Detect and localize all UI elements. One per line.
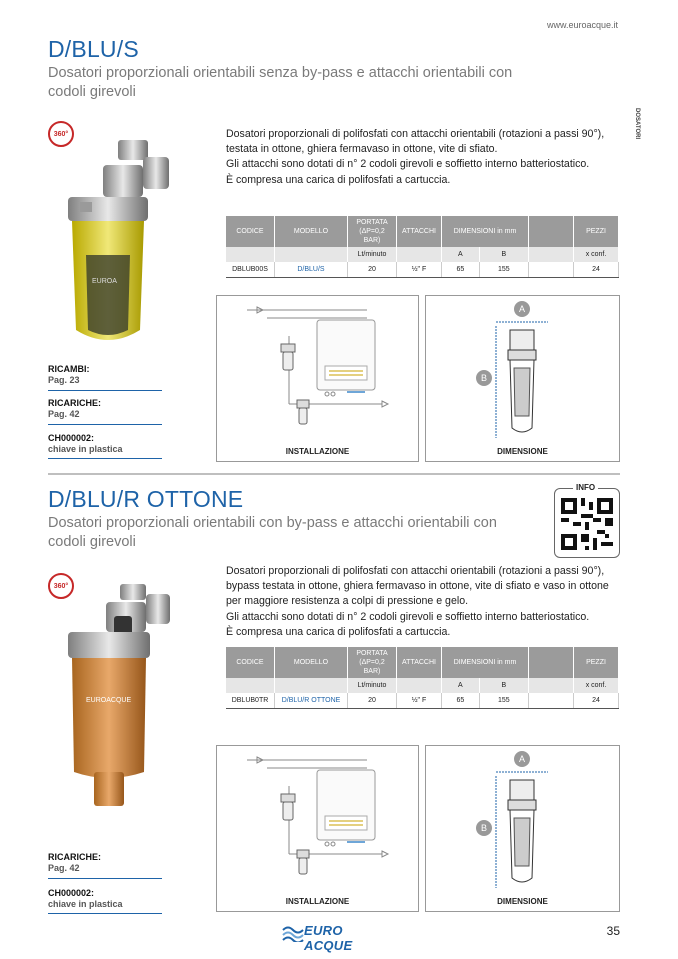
- dimension-label: DIMENSIONE: [497, 447, 548, 456]
- dim-b-label: B: [480, 823, 488, 833]
- col-attacchi: ATTACCHI: [397, 647, 442, 678]
- cell-codice: DBLUB00S: [226, 262, 275, 278]
- dim-b-label: B: [480, 373, 488, 383]
- unit-cell: [226, 678, 275, 693]
- section1-description: [226, 127, 626, 188]
- cell-modello: D/BLU/S: [275, 262, 348, 278]
- installation-diagram: [217, 296, 418, 446]
- info-label: INFO: [573, 483, 598, 492]
- dimension-label: DIMENSIONE: [497, 897, 548, 906]
- section1-spec-table: [226, 216, 619, 278]
- cell-dim-b: 155: [479, 262, 528, 278]
- col-pezzi: PEZZI: [574, 216, 619, 247]
- unit-cell: [397, 247, 442, 262]
- product-photo-dblur-ottone: [58, 582, 173, 812]
- qr-code-box[interactable]: [554, 483, 620, 558]
- desc-line: per maggiore resistenza a colpi di pressione e gelo.: [226, 595, 469, 608]
- desc-line: È compresa una carica di polifosfati a cartuccia.: [226, 625, 451, 638]
- cell-dim-b: 155: [479, 693, 528, 709]
- side-heading: CH000002:: [48, 433, 95, 443]
- divider: [48, 390, 162, 391]
- unit-cell: B: [479, 678, 528, 693]
- qr-code-icon: [561, 498, 613, 550]
- desc-line: bypass testata in ottone, ghiera fermavaso in ottone, vite di sfiato e vaso in ottone: [226, 580, 609, 593]
- col-codice: CODICE: [226, 216, 275, 247]
- side-heading: RICARICHE:: [48, 852, 101, 862]
- cell-portata: 20: [348, 262, 397, 278]
- col-codice: CODICE: [226, 647, 275, 678]
- page-number: 35: [606, 924, 620, 938]
- dim-a-label: A: [518, 754, 526, 764]
- section-divider: [48, 473, 620, 475]
- desc-line: Gli attacchi sono dotati di n° 2 codoli girevoli e soffietto interno batteriostatico.: [226, 610, 590, 623]
- cell-portata: 20: [348, 693, 397, 709]
- cell-attacchi: ½" F: [397, 262, 442, 278]
- euroacque-logo: [282, 920, 386, 953]
- unit-cell: [226, 247, 275, 262]
- cell-empty: [529, 693, 574, 709]
- logo-text: EURO ACQUE: [304, 923, 353, 953]
- side-text: chiave in plastica: [48, 444, 123, 454]
- divider: [48, 878, 162, 879]
- unit-cell: Lt/minuto: [348, 678, 397, 693]
- wave-logo-icon: [282, 924, 304, 942]
- cell-pezzi: 24: [574, 693, 619, 709]
- unit-cell: A: [442, 678, 480, 693]
- installation-diagram-box: [216, 745, 419, 912]
- divider: [48, 913, 162, 914]
- dim-a-label: A: [518, 304, 526, 314]
- col-attacchi: ATTACCHI: [397, 216, 442, 247]
- table-row: [226, 693, 619, 709]
- unit-cell: [529, 247, 574, 262]
- divider: [48, 458, 162, 459]
- installation-label: INSTALLAZIONE: [285, 447, 350, 456]
- unit-cell: [529, 678, 574, 693]
- cell-codice: DBLUB0TR: [226, 693, 275, 709]
- desc-line: Dosatori proporzionali di polifosfati con attacchi orientabili (rotazioni a passi 90°),: [226, 128, 605, 140]
- unit-cell: [397, 678, 442, 693]
- desc-line: testata in ottone, ghiera fermavaso in ottone, vite di sfiato.: [226, 143, 498, 156]
- desc-line: È compresa una carica di polifosfati a cartuccia.: [226, 173, 451, 186]
- rotation-360-badge: 360°: [48, 573, 74, 599]
- dimension-diagram: [426, 296, 619, 446]
- side-text: Pag. 42: [48, 863, 80, 873]
- unit-cell: x conf.: [574, 678, 619, 693]
- divider: [48, 424, 162, 425]
- dimension-diagram-box: [425, 745, 620, 912]
- cell-dim-a: 65: [442, 262, 480, 278]
- cell-dim-a: 65: [442, 693, 480, 709]
- section1-subtitle: Dosatori proporzionali orientabili senza by-pass e attacchi orientabili con codoli girevoli: [48, 65, 513, 100]
- installation-diagram-box: [216, 295, 419, 462]
- refill-block: [48, 852, 101, 874]
- refill-block: [48, 398, 101, 420]
- col-portata: PORTATA (ΔP=0,2 BAR): [348, 216, 397, 247]
- side-text: Pag. 42: [48, 409, 80, 419]
- spare-parts-block: [48, 364, 90, 386]
- unit-cell: [275, 678, 348, 693]
- cell-empty: [529, 262, 574, 278]
- table-row: [226, 262, 619, 278]
- section2-title: D/BLU/R OTTONE: [48, 486, 244, 512]
- unit-cell: Lt/minuto: [348, 247, 397, 262]
- installation-diagram: [217, 746, 418, 896]
- col-modello: MODELLO: [275, 647, 348, 678]
- col-empty: [529, 647, 574, 678]
- section2-subtitle: Dosatori proporzionali orientabili con by-pass e attacchi orientabili con codoli girevoli: [48, 515, 497, 550]
- svg-text:EUROACQUE: EUROACQUE: [86, 697, 132, 704]
- col-portata: PORTATA (ΔP=0,2 BAR): [348, 647, 397, 678]
- product-photo-dblus: [58, 135, 173, 360]
- unit-cell: B: [479, 247, 528, 262]
- col-modello: MODELLO: [275, 216, 348, 247]
- svg-text:EUROA: EUROA: [92, 278, 117, 285]
- unit-cell: [275, 247, 348, 262]
- section2-description: [226, 564, 626, 640]
- col-pezzi: PEZZI: [574, 647, 619, 678]
- side-heading: RICAMBI:: [48, 364, 90, 374]
- key-block: [48, 888, 123, 910]
- side-tab-label: DOSATORI: [634, 108, 640, 140]
- cell-modello: D/BLU/R OTTONE: [275, 693, 348, 709]
- col-dimensioni: DIMENSIONI in mm: [442, 647, 529, 678]
- section1-title: D/BLU/S: [48, 36, 139, 62]
- side-heading: CH000002:: [48, 888, 95, 898]
- website-url: www.euroacque.it: [546, 20, 618, 30]
- dimension-diagram: [426, 746, 619, 896]
- unit-cell: A: [442, 247, 480, 262]
- cell-pezzi: 24: [574, 262, 619, 278]
- col-empty: [529, 216, 574, 247]
- desc-line: Dosatori proporzionali di polifosfati con attacchi orientabili (rotazioni a passi 90°),: [226, 565, 605, 577]
- unit-cell: x conf.: [574, 247, 619, 262]
- side-text: Pag. 23: [48, 375, 80, 385]
- section2-spec-table: [226, 647, 619, 709]
- desc-line: Gli attacchi sono dotati di n° 2 codoli girevoli e soffietto interno batteriostatico.: [226, 158, 590, 171]
- key-block: [48, 433, 123, 455]
- dimension-diagram-box: [425, 295, 620, 462]
- col-dimensioni: DIMENSIONI in mm: [442, 216, 529, 247]
- side-heading: RICARICHE:: [48, 398, 101, 408]
- installation-label: INSTALLAZIONE: [285, 897, 350, 906]
- cell-attacchi: ½" F: [397, 693, 442, 709]
- side-text: chiave in plastica: [48, 899, 123, 909]
- rotation-360-badge: 360°: [48, 121, 74, 147]
